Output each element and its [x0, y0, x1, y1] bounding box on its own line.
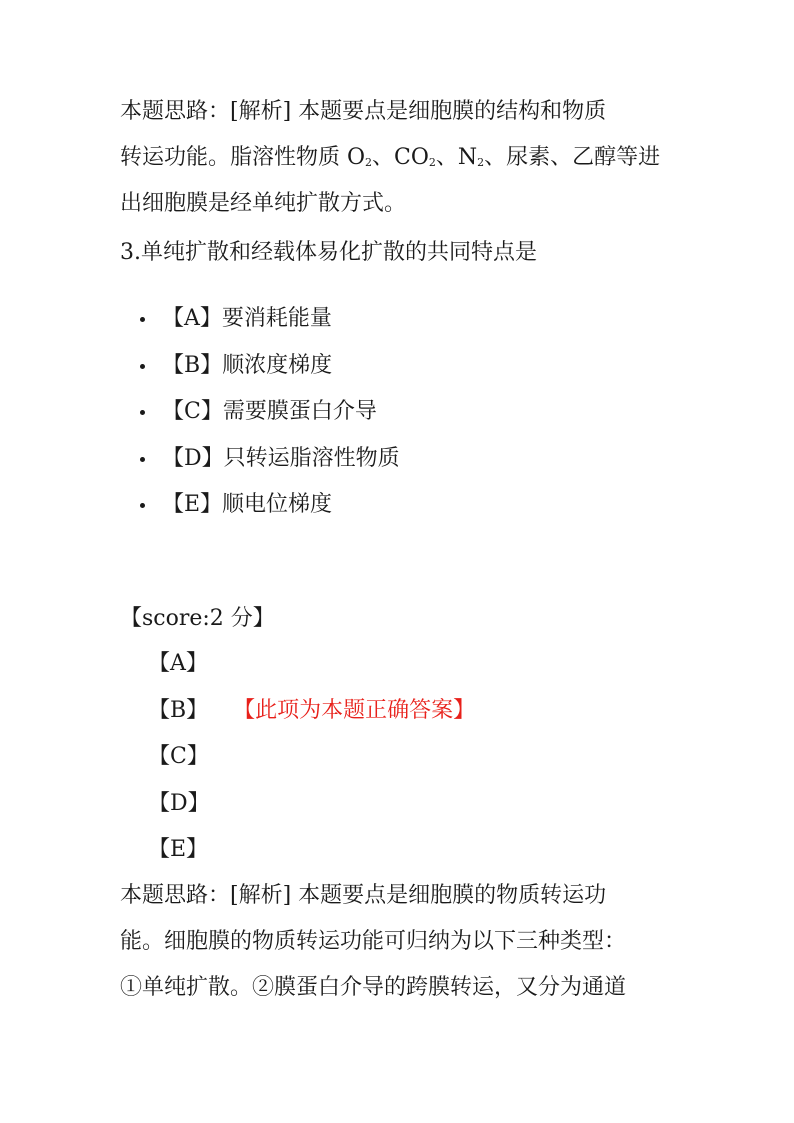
bullet-icon	[140, 317, 145, 322]
analysis-2-line-2: 能。细胞膜的物质转运功能可归纳为以下三种类型：	[120, 929, 627, 954]
option-item-b	[140, 343, 400, 390]
analysis-2-line-3: ①单纯扩散。②膜蛋白介导的跨膜转运，又分为通道	[120, 975, 627, 1000]
answer-item-a	[148, 641, 475, 688]
analysis-1-line-2-text-d: 、尿素、乙醇等进	[484, 145, 661, 170]
question-stem: 3.单纯扩散和经载体易化扩散的共同特点是	[120, 240, 537, 265]
option-item-d	[140, 436, 400, 483]
option-label: 【A】要消耗能量	[162, 306, 332, 331]
bullet-icon	[140, 364, 145, 369]
analysis-1-line-2-text-a: 转运功能。脂溶性物质 O	[120, 145, 366, 170]
analysis-2-line-1: 本题思路：[解析] 本题要点是细胞膜的物质转运功	[120, 883, 607, 908]
analysis-paragraph-1	[120, 89, 680, 227]
answer-item-b	[148, 688, 475, 735]
answer-label: 【D】	[148, 790, 210, 816]
answer-item-e	[148, 827, 475, 874]
bullet-icon	[140, 503, 145, 508]
answer-list	[148, 641, 475, 874]
option-item-e	[140, 482, 400, 529]
analysis-1-line-2-text-b: 、CO	[372, 145, 429, 170]
correct-answer-note: 【此项为本题正确答案】	[244, 697, 476, 723]
subscript-2-b: 2	[428, 156, 436, 169]
analysis-1-line-2	[120, 135, 680, 181]
answer-label: 【B】	[148, 697, 209, 723]
option-label: 【D】只转运脂溶性物质	[162, 445, 400, 471]
option-item-a	[140, 296, 400, 343]
option-label: 【B】顺浓度梯度	[162, 352, 333, 378]
subscript-2-a: 2	[365, 156, 373, 169]
option-item-c	[140, 389, 400, 436]
option-list	[140, 296, 400, 529]
subscript-2-c: 2	[477, 156, 485, 169]
bullet-icon	[140, 410, 145, 415]
option-label: 【C】需要膜蛋白介导	[162, 399, 377, 424]
option-label: 【E】顺电位梯度	[162, 492, 333, 517]
answer-item-d	[148, 781, 475, 828]
score-label: 【score:2 分】	[120, 606, 275, 631]
answer-label: 【E】	[148, 837, 209, 862]
answer-label: 【C】	[148, 744, 209, 769]
answer-label: 【A】	[148, 651, 208, 676]
analysis-1-line-2-text-c: 、N	[435, 145, 478, 170]
analysis-paragraph-2	[120, 873, 680, 1011]
analysis-1-line-1: 本题思路：[解析] 本题要点是细胞膜的结构和物质	[120, 99, 607, 124]
analysis-1-line-3: 出细胞膜是经单纯扩散方式。	[120, 191, 407, 216]
bullet-icon	[140, 457, 145, 462]
answer-item-c	[148, 734, 475, 781]
